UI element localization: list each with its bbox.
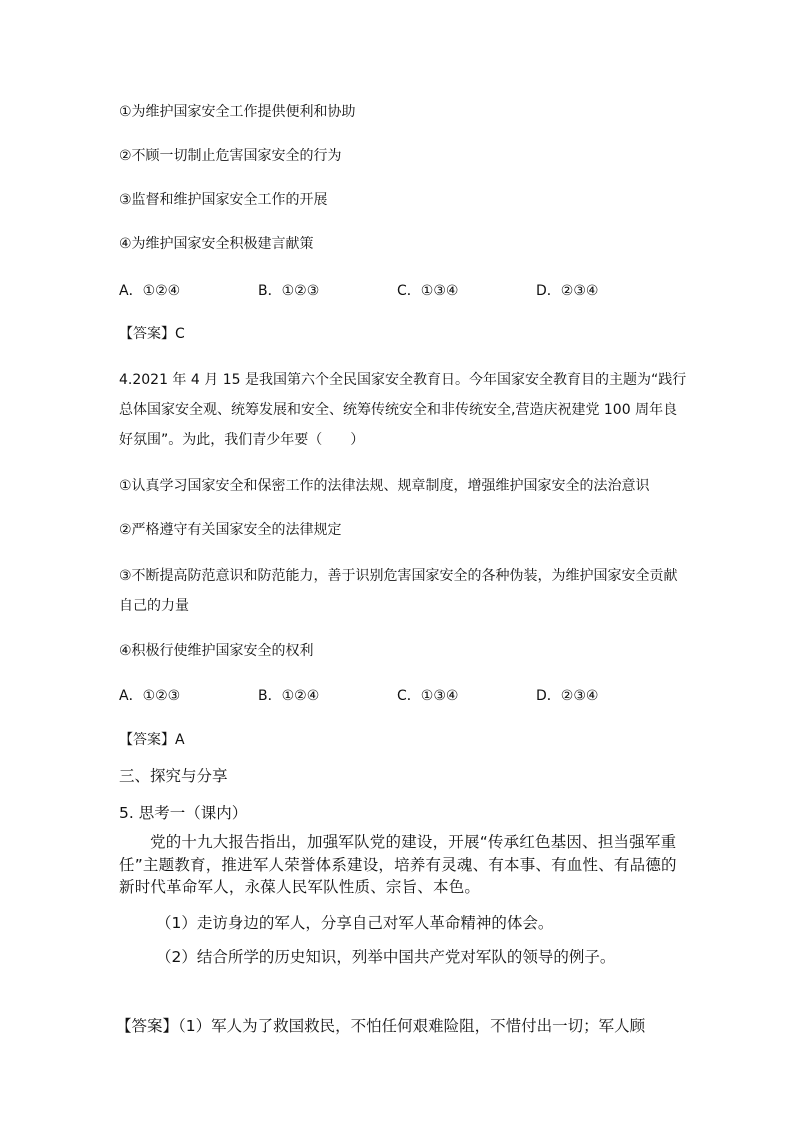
q5-paragraph: 党的十九大报告指出，加强军队党的建设，开展“传承红色基因、担当强军重任”主题教育，推进军人荣誉体系建设，培养有灵魂、有本事、有血性、有品德的新时代革命军人，永葆人民军队性质、宗旨、本色。 bbox=[119, 833, 677, 896]
q3-option-d: D．②③④ bbox=[536, 283, 599, 299]
q4-item-3-cont: 自己的力量 bbox=[119, 598, 189, 614]
q4-stem-line-3: 好氛围”。为此，我们青少年要（ ） bbox=[119, 432, 365, 448]
q3-answer: 【答案】C bbox=[119, 326, 185, 342]
q4-item-1: ①认真学习国家安全和保密工作的法律法规、规章制度，增强维护国家安全的法治意识 bbox=[119, 478, 650, 494]
q4-stem-line-2: 总体国家安全观、统筹发展和安全、统筹传统安全和非传统安全,营造庆祝建党 100 周年良 bbox=[119, 402, 678, 418]
q4-item-3: ③不断提高防范意识和防范能力，善于识别危害国家安全的各种伪装，为维护国家安全贡献 bbox=[119, 568, 678, 584]
q5-answer: 【答案】（1）军人为了救国救民，不怕任何艰难险阻，不惜付出一切；军人顾 bbox=[116, 1017, 646, 1035]
q3-option-a: A．①②④ bbox=[119, 283, 181, 299]
q4-option-a: A．①②③ bbox=[119, 688, 181, 704]
q5-title: 5. 思考一（课内） bbox=[119, 804, 248, 822]
q4-item-4: ④积极行使维护国家安全的权利 bbox=[119, 643, 314, 659]
q3-option-b: B．①②③ bbox=[258, 283, 320, 299]
q4-stem-line-1: 4.2021 年 4 月 15 是我国第六个全民国家安全教育日。今年国家安全教育目的主题为“践行 bbox=[119, 372, 687, 388]
q3-item-4: ④为维护国家安全积极建言献策 bbox=[119, 236, 314, 252]
q3-item-3: ③监督和维护国家安全工作的开展 bbox=[119, 192, 328, 208]
section-title: 三、探究与分享 bbox=[119, 767, 228, 785]
q4-option-d: D．②③④ bbox=[536, 688, 599, 704]
q3-option-c: C．①③④ bbox=[397, 283, 459, 299]
q5-sub-question-1: （1）走访身边的军人，分享自己对军人革命精神的体会。 bbox=[156, 914, 554, 932]
q4-item-2: ②严格遵守有关国家安全的法律规定 bbox=[119, 522, 342, 538]
q4-answer: 【答案】A bbox=[119, 732, 185, 748]
q5-sub-question-2: （2）结合所学的历史知识，列举中国共产党对军队的领导的例子。 bbox=[156, 948, 616, 966]
q3-item-2: ②不顾一切制止危害国家安全的行为 bbox=[119, 148, 342, 164]
q4-option-b: B．①②④ bbox=[258, 688, 320, 704]
q4-option-c: C．①③④ bbox=[397, 688, 459, 704]
q3-item-1: ①为维护国家安全工作提供便利和协助 bbox=[119, 104, 356, 120]
